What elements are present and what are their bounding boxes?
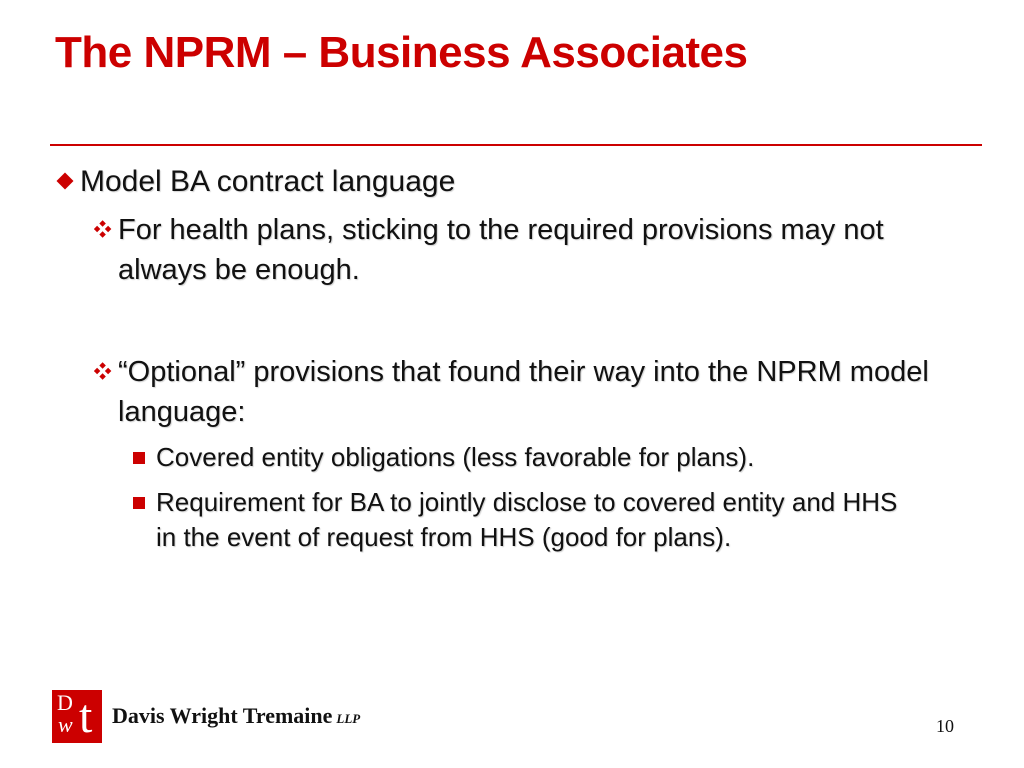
- firm-name-text: Davis Wright Tremaine: [112, 703, 333, 728]
- logo-letter-t: t: [79, 690, 93, 743]
- logo-letter-w: w: [58, 712, 73, 737]
- firm-suffix: LLP: [336, 711, 361, 726]
- square-bullet-icon: [133, 452, 145, 464]
- diamond-bullet-icon: [57, 173, 74, 190]
- bullet-text: “Optional” provisions that found their way into the NPRM model language:: [118, 356, 929, 428]
- bullet-text: For health plans, sticking to the required provisions may not always be enough.: [118, 214, 884, 286]
- bullet-text: Model BA contract language: [80, 165, 456, 198]
- firm-logo: [52, 690, 102, 743]
- firm-name: [112, 703, 360, 729]
- title-divider: [50, 144, 982, 146]
- slide-title: The NPRM – Business Associates: [55, 28, 748, 77]
- bullet-text: Covered entity obligations (less favorable for plans).: [156, 442, 755, 472]
- sub-sub-bullet-joint-disclosure: [131, 485, 916, 555]
- slide-body: [55, 160, 985, 555]
- page-number: 10: [936, 716, 954, 736]
- four-diamond-bullet-icon: [94, 362, 112, 380]
- sub-bullet-health-plans: [93, 210, 938, 290]
- logo-letter-d: D: [57, 690, 73, 715]
- sub-bullet-optional-provisions: [93, 352, 938, 432]
- sub-sub-bullet-covered-entity: [131, 440, 916, 475]
- bullet-text: Requirement for BA to jointly disclose to covered entity and HHS in the event of request from HHS (good for plans).: [156, 487, 898, 552]
- four-diamond-bullet-icon: [94, 220, 112, 238]
- bullet-level1: [55, 160, 985, 204]
- square-bullet-icon: [133, 497, 145, 509]
